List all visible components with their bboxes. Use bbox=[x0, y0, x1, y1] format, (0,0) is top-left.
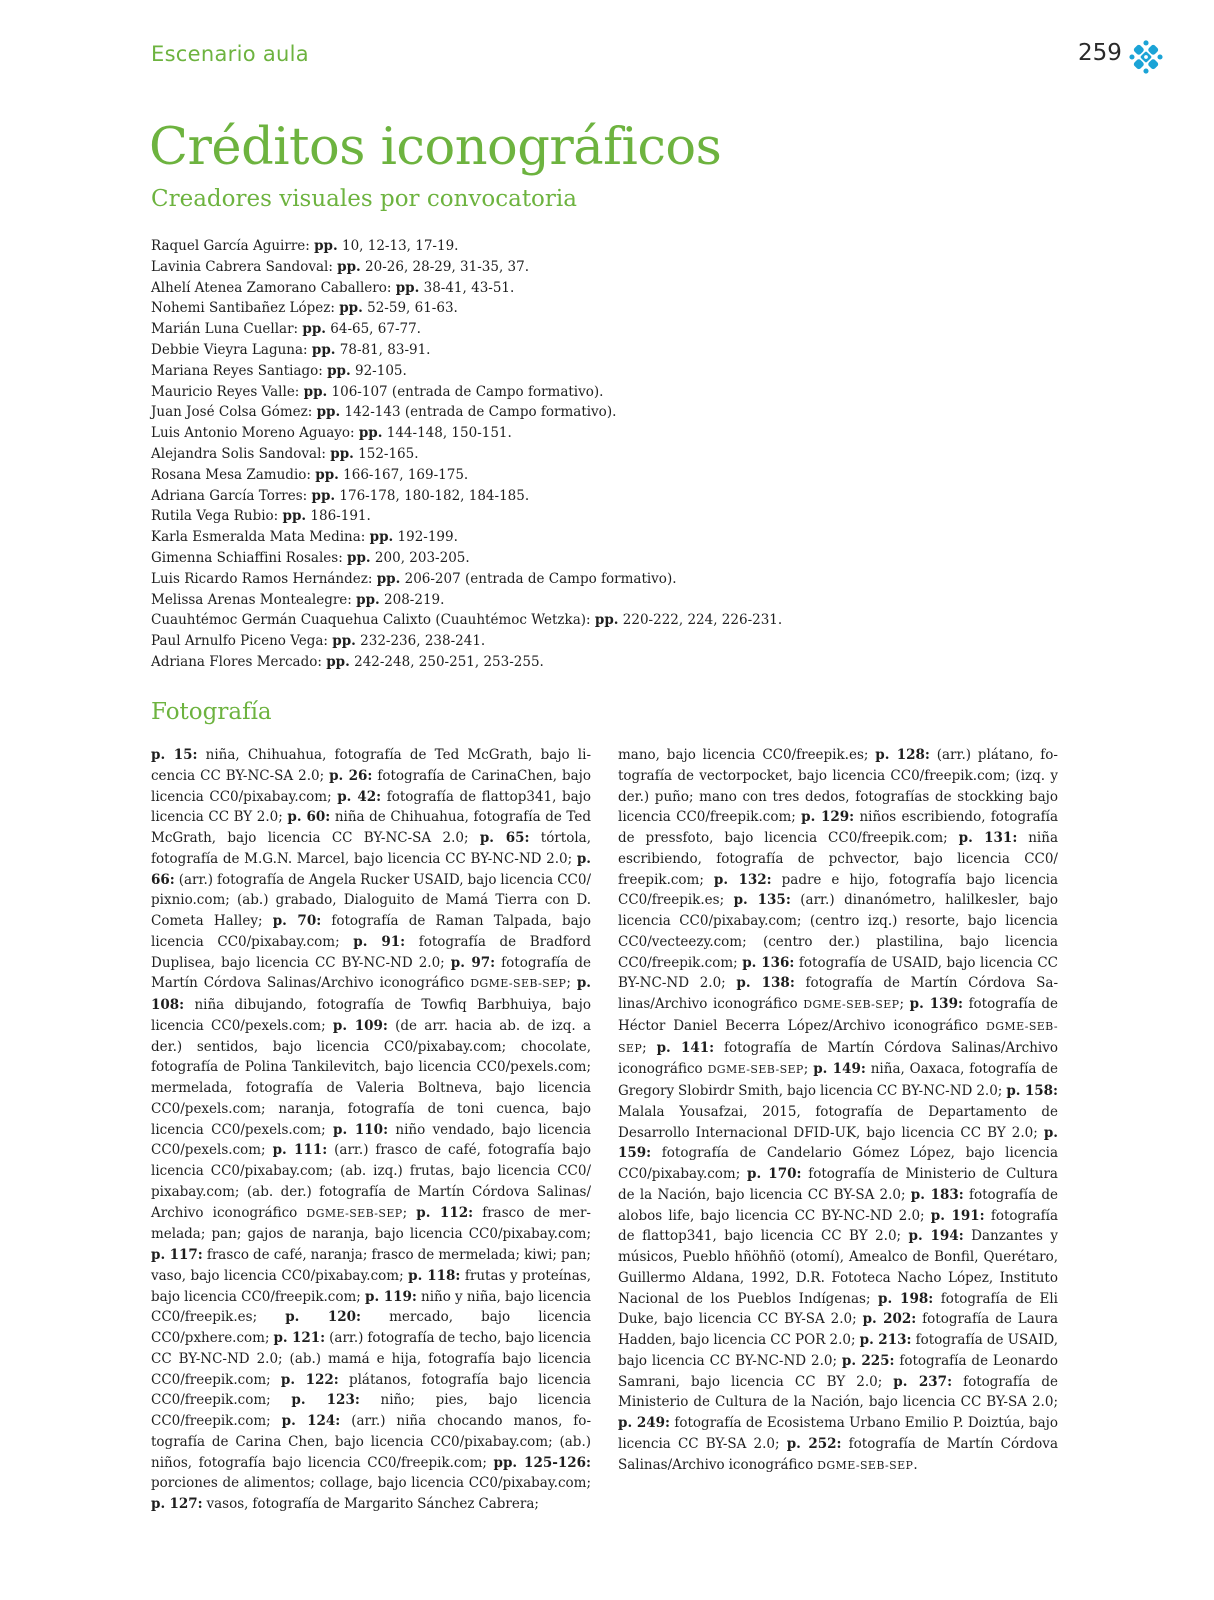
page-reference: p. 128: bbox=[875, 747, 930, 763]
credit-text: mano, bajo licencia CC0/freepik.es; bbox=[618, 747, 876, 763]
creator-pages: 166-167, 169-175. bbox=[338, 466, 469, 483]
creator-item bbox=[151, 278, 782, 299]
page-reference: p. 119: bbox=[365, 1288, 417, 1305]
credit-text: niña, Oaxaca, fotografía de Gregory Slobirdr Smith, bajo licencia CC BY-NC-​ND 2.0; bbox=[618, 1061, 1058, 1099]
creator-pages-label: pp. bbox=[337, 258, 361, 275]
page-reference: p. 117: bbox=[151, 1247, 203, 1263]
creator-pages: 206-207 (entrada de Campo formativo). bbox=[400, 570, 677, 587]
page-reference: p. 97: bbox=[450, 954, 496, 971]
creator-pages-label: pp. bbox=[282, 508, 307, 525]
credit-text: fotografía de Bradford Duplisea, bajo licencia CC BY-NC-ND 2.0; bbox=[151, 933, 591, 971]
page-reference: p. 118: bbox=[408, 1267, 461, 1284]
credit-text: fotografía de Martín Córdova Salinas/​Archivo iconográfico bbox=[618, 1039, 1058, 1078]
credit-text: niño; pies, bajo licencia CC0/freepik.com; bbox=[151, 1392, 591, 1429]
credit-text: plátanos, fotografía bajo licencia CC0/freepik.com; bbox=[151, 1371, 591, 1409]
credit-text: fotografía de alobos life, bajo licencia CC BY-NC-ND 2.0; bbox=[618, 1186, 1058, 1224]
page-number: 259 bbox=[1078, 40, 1122, 66]
page-reference: p. 252: bbox=[786, 1435, 842, 1452]
running-header: Escenario aula bbox=[151, 42, 309, 66]
page-reference: p. 60: bbox=[287, 809, 331, 826]
page-reference: p. 225: bbox=[841, 1352, 895, 1369]
page-reference: p. 111: bbox=[272, 1142, 328, 1159]
creator-item bbox=[151, 236, 782, 257]
creator-pages-label: pp. bbox=[332, 633, 356, 650]
page-reference: p. 91: bbox=[353, 933, 406, 950]
credit-text: fotografía de USAID, bajo licencia CC BY-NC-ND 2.0; bbox=[618, 954, 1058, 992]
page-reference: p. 129: bbox=[801, 809, 855, 826]
creator-item bbox=[151, 361, 782, 382]
creator-item bbox=[151, 340, 782, 361]
creators-list bbox=[151, 236, 782, 673]
page-reference: p. 108: bbox=[151, 975, 591, 1013]
creator-pages-label: pp. bbox=[376, 570, 401, 587]
creator-name: Adriana García Torres: bbox=[151, 487, 312, 504]
creator-pages: 78-81, 83-91. bbox=[335, 341, 431, 358]
credit-text: fotografía de Ecosistema Urbano Emilio P. Doiztúa, bajo licencia CC BY-SA 2.0; bbox=[618, 1415, 1058, 1452]
page-reference: p. 135: bbox=[733, 892, 791, 909]
page-reference: pp. 125-126: bbox=[493, 1454, 592, 1471]
creator-name: Mauricio Reyes Valle: bbox=[151, 383, 304, 400]
credit-text: fotografía de Ministerio de Cultura de la Nación, bajo licencia CC BY-SA 2.0; bbox=[618, 1166, 1058, 1203]
archive-acronym: DGME-SEB-SEP bbox=[470, 977, 567, 991]
creator-pages-label: pp. bbox=[356, 591, 380, 608]
credit-text: mercado, bajo licencia CC0/pxhere.com; bbox=[151, 1309, 591, 1346]
archive-acronym: DGME-SEB-SEP bbox=[707, 1063, 804, 1077]
creator-pages-label: pp. bbox=[315, 466, 339, 483]
creator-pages-label: pp. bbox=[327, 362, 351, 379]
credit-text: (arr.) fotografía de Angela Rucker USAID, bajo licencia CC0/ pixnio.com; (ab.) grabado, Dialoguito de Mamá Tierra con D. Cometa Halley; bbox=[151, 871, 591, 929]
creator-pages-label: pp. bbox=[302, 321, 326, 338]
credit-text: (arr.) frasco de café, fotografía bajo licencia CC0/pixabay.com; (ab. izq.) frutas, bajo licencia CC0/​pixabay.com; (ab. der.) fotografía de Martín Córdova Salinas/​Archivo iconográfico bbox=[151, 1142, 591, 1221]
creator-item bbox=[151, 402, 782, 423]
creator-item bbox=[151, 652, 782, 673]
photo-credits-right-column bbox=[618, 745, 1058, 1476]
creator-pages-label: pp. bbox=[311, 487, 336, 504]
page-reference: p. 132: bbox=[713, 871, 772, 888]
creator-pages-label: pp. bbox=[369, 529, 394, 546]
creator-pages: 92-105. bbox=[350, 362, 407, 379]
credit-text: fotografía de Martín Córdova Salinas/Archivo iconográfico bbox=[151, 954, 591, 992]
creator-item bbox=[151, 319, 782, 340]
credit-text: (arr.) dinanómetro, halilkesler, bajo licencia CC0/pixabay.com; (centro izq.) resorte, bajo licencia CC0/vecteezy.com; (centro der.) plastilina, bajo licencia CC0/freepik.com; bbox=[618, 892, 1059, 971]
page-reference: p. 149: bbox=[813, 1061, 866, 1078]
page-reference: p. 237: bbox=[893, 1373, 953, 1390]
credit-text: fotografía de Candelario Gómez López, bajo licencia CC0/pixabay.com; bbox=[618, 1145, 1058, 1182]
page-reference: p. 109: bbox=[332, 1017, 388, 1034]
creator-name: Juan José Colsa Gómez: bbox=[151, 404, 317, 421]
page-reference: p. 141: bbox=[656, 1039, 715, 1056]
credit-text: niño vendado, bajo licencia CC0/pexels.com; bbox=[151, 1121, 591, 1159]
credit-text: ; bbox=[566, 975, 577, 992]
page-reference: p. 249: bbox=[618, 1415, 671, 1431]
creator-name: Marián Luna Cuellar: bbox=[151, 321, 303, 338]
credit-text: fotografía de Leonardo Samrani, bajo licencia CC BY 2.0; bbox=[618, 1352, 1058, 1390]
page-title: Créditos iconográficos bbox=[149, 118, 722, 177]
page-reference: p. 183: bbox=[910, 1186, 964, 1203]
credit-text: Malala Yousafzai, 2015, fotografía de Departamento de Desarrollo Internacional DFID-UK, bajo licencia CC BY 2.0; bbox=[618, 1103, 1058, 1141]
credit-text: fotografía de Laura Hadden, bajo licencia CC POR 2.0; bbox=[618, 1311, 1058, 1348]
page-reference: p. 158: bbox=[1006, 1083, 1058, 1099]
credit-text: fotografía de CarinaChen, bajo licencia CC0/pixabay.com; bbox=[151, 767, 591, 805]
creator-pages-label: pp. bbox=[339, 300, 363, 317]
credit-text: ; bbox=[803, 1061, 814, 1078]
creator-item bbox=[151, 548, 782, 569]
creator-item bbox=[151, 423, 782, 444]
credit-text: (arr.) plátano, fotografía de vectorpocket, bajo licencia CC0/freepik.com; (izq. y der.) puño; mano con tres dedos, fotografías de stockking bajo licencia CC0/freepik.com; bbox=[618, 747, 1058, 826]
creator-name: Debbie Vieyra Laguna: bbox=[151, 341, 312, 358]
credit-text: fotografía de flattop341, bajo licencia CC BY 2.0; bbox=[151, 788, 591, 826]
archive-acronym: DGME-SEB-SEP bbox=[306, 1206, 403, 1220]
creator-item bbox=[151, 382, 782, 403]
creator-name: Karla Esmeralda Mata Medina: bbox=[151, 529, 370, 546]
credit-text: frasco de mermelada; pan; gajos de naranja, bajo licencia CC0/pixabay.​com; bbox=[151, 1204, 591, 1243]
page-reference: p. 170: bbox=[747, 1166, 802, 1182]
creator-pages-label: pp. bbox=[358, 425, 383, 442]
creator-item bbox=[151, 631, 782, 652]
page-reference: p. 110: bbox=[333, 1121, 389, 1138]
page-reference: p. 138: bbox=[736, 975, 795, 992]
credit-text: (arr.) niña chocando manos, fotografía de Carina Chen, bajo licencia CC0/pixabay.com; (ab.) niños, fotografía bajo licencia CC0/freepik.com; bbox=[151, 1413, 591, 1471]
section-title-photography: Fotografía bbox=[151, 699, 272, 725]
creator-item bbox=[151, 569, 782, 590]
page-reference: p. 124: bbox=[281, 1413, 341, 1429]
page-reference: p. 70: bbox=[272, 913, 322, 929]
archive-acronym: DGME-SEB-SEP bbox=[817, 1458, 914, 1472]
page-reference: p. 202: bbox=[862, 1311, 917, 1328]
credit-text: frutas y proteínas, bajo licencia CC0/freepik.com; bbox=[151, 1267, 592, 1305]
creator-pages: 220-222, 224, 226-231. bbox=[618, 612, 783, 629]
creator-pages-label: pp. bbox=[326, 653, 350, 670]
credit-text: niña dibujando, fotografía de Towfiq Barbhuiya, bajo licencia CC0/pexels.com; bbox=[151, 997, 591, 1034]
credit-text: niña, Chihuahua, fotografía de Ted McGrath, bajo licencia CC BY-NC-SA 2.0; bbox=[151, 747, 591, 784]
creator-name: Mariana Reyes Santiago: bbox=[151, 362, 328, 379]
creator-name: Lavinia Cabrera Sandoval: bbox=[151, 258, 338, 275]
creator-item bbox=[151, 465, 782, 486]
credit-text: fotografía de Raman Talpada, bajo licencia CC0/pixabay.com; bbox=[151, 913, 591, 950]
creator-item bbox=[151, 590, 782, 611]
creator-pages-label: pp. bbox=[311, 341, 336, 358]
credit-text: ; bbox=[402, 1204, 417, 1221]
creator-pages: 38-41, 43-51. bbox=[419, 279, 515, 296]
credit-text: fotografía de Eli Duke, bajo licencia CC BY-SA 2.0; bbox=[618, 1290, 1058, 1328]
creator-name: Alhelí Atenea Zamorano Caballero: bbox=[151, 279, 396, 296]
creator-name: Raquel García Aguirre: bbox=[151, 238, 315, 254]
credit-text: fotografía de USAID, bajo licencia CC BY-NC-ND 2.0; bbox=[618, 1332, 1058, 1369]
credit-text: fotografía de Martín Córdova Salinas/Archivo iconográfico bbox=[618, 1435, 1058, 1473]
creator-name: Rosana Mesa Zamudio: bbox=[151, 466, 316, 483]
creator-pages-label: pp. bbox=[594, 612, 619, 629]
credit-text: fotografía de Héctor Daniel Becerra López/Archivo iconográfico bbox=[618, 996, 1058, 1034]
creator-pages-label: pp. bbox=[303, 383, 328, 400]
credit-text: fotografía de Martín Córdova Salinas/Archivo iconográfico bbox=[618, 975, 1059, 1012]
archive-acronym: DGME-SEB-SEP bbox=[618, 1019, 1058, 1055]
creator-name: Melissa Arenas Montealegre: bbox=[151, 591, 357, 608]
creator-pages: 52-59, 61-63. bbox=[362, 300, 458, 317]
credit-text: (arr.) fotografía de techo, bajo licencia CC BY-NC-ND 2.0; (ab.) mamá e hija, fotografía bajo licencia CC0/freepik.com; bbox=[151, 1330, 591, 1388]
creator-item bbox=[151, 257, 782, 278]
creator-name: Adriana Flores Mercado: bbox=[151, 653, 327, 670]
creator-name: Alejandra Solis Sandoval: bbox=[151, 445, 331, 462]
page-reference: p. 112: bbox=[416, 1204, 474, 1221]
creator-pages: 208-219. bbox=[379, 591, 445, 608]
page-reference: p. 65: bbox=[479, 830, 530, 846]
credit-text: (de arr. hacia ab. de izq. a der.) sentidos, bajo licencia CC0/pixabay.com; chocolate, fotografía de Polina Tankilevitch, bajo licencia CC0/pexels.​com; mermelada, fotografía de Valeria Boltneva, bajo licencia CC0/pexels.com; naranja, fotografía de toni cuenca, bajo licencia CC0/pexels.com; bbox=[151, 1017, 591, 1138]
credit-text: tórtola, fotografía de M.G.N. Marcel, bajo licencia CC BY-NC-ND 2.0; bbox=[151, 830, 591, 867]
credit-text: . bbox=[913, 1456, 918, 1473]
page-reference: p. 127: bbox=[151, 1496, 203, 1512]
creator-pages: 64-65, 67-77. bbox=[325, 321, 421, 338]
page-reference: p. 15: bbox=[151, 747, 198, 763]
credit-text: Danzantes y músicos, Pueblo hñöhñö (otomí), Amealco de Bonfil, Querétaro, Guillermo Aldana, 1992, D.R. Fototeca Nacho López, Instituto Nacional de los Pueblos Indígenas; bbox=[618, 1228, 1058, 1307]
page-reference: p. 121: bbox=[273, 1330, 326, 1346]
creator-pages-label: pp. bbox=[395, 279, 420, 296]
creator-pages-label: pp. bbox=[314, 238, 338, 254]
creator-pages-label: pp. bbox=[316, 404, 341, 421]
page-reference: p. 191: bbox=[930, 1207, 985, 1224]
credit-text: ; bbox=[642, 1039, 657, 1056]
page-reference: p. 66: bbox=[151, 850, 591, 888]
archive-acronym: DGME-SEB-SEP bbox=[803, 998, 900, 1011]
creator-pages: 176-178, 180-182, 184-185. bbox=[335, 487, 530, 504]
photo-credits-left-column bbox=[151, 745, 591, 1515]
credit-text: fotografía de Ministerio de Cultura de la Nación, bajo licencia CC BY-SA 2.0; bbox=[618, 1373, 1058, 1411]
credit-text: fotografía de flattop341, bajo licencia CC BY 2.0; bbox=[618, 1207, 1059, 1245]
page-reference: p. 123: bbox=[291, 1392, 360, 1409]
creator-name: Luis Ricardo Ramos Hernández: bbox=[151, 570, 377, 587]
page-reference: p. 131: bbox=[958, 830, 1018, 846]
creator-pages-label: pp. bbox=[330, 445, 354, 462]
creator-pages: 200, 203-205. bbox=[370, 549, 470, 566]
creator-pages: 144-148, 150-151. bbox=[382, 425, 512, 442]
creator-item bbox=[151, 527, 782, 548]
creator-pages: 192-199. bbox=[393, 529, 458, 546]
creator-name: Paul Arnulfo Piceno Vega: bbox=[151, 633, 333, 650]
page-reference: p. 136: bbox=[742, 954, 795, 971]
creator-item bbox=[151, 298, 782, 319]
page-reference: p. 42: bbox=[337, 788, 382, 805]
page-subtitle: Creadores visuales por convocatoria bbox=[151, 186, 577, 212]
flower-logo-icon bbox=[1129, 40, 1163, 74]
credit-text: frasco de café, naranja; frasco de mermelada; kiwi; pan; vaso, bajo licencia CC0/pixabay.com; bbox=[151, 1247, 591, 1284]
creator-pages: 106-107 (entrada de Campo formativo). bbox=[327, 383, 604, 400]
page-reference: p. 26: bbox=[329, 767, 373, 784]
creator-name: Nohemi Santibañez López: bbox=[151, 300, 340, 317]
creator-pages: 10, 12-13, 17-19. bbox=[337, 238, 459, 254]
creator-item bbox=[151, 610, 782, 631]
credit-text: niños escribiendo, fotografía de pressfoto, bajo licencia CC0/freepik.com; bbox=[618, 809, 1058, 846]
creator-pages: 142-143 (entrada de Campo formativo). bbox=[340, 404, 617, 421]
credit-text: ; bbox=[899, 996, 910, 1012]
page-reference: p. 120: bbox=[285, 1309, 362, 1326]
page-reference: p. 122: bbox=[280, 1371, 339, 1388]
creator-pages: 242-248, 250-251, 253-255. bbox=[349, 653, 544, 670]
page-reference: p. 159: bbox=[618, 1124, 1058, 1162]
creator-item bbox=[151, 444, 782, 465]
creator-item bbox=[151, 506, 782, 527]
creator-pages: 232-236, 238-241. bbox=[355, 633, 486, 650]
creator-pages: 152-165. bbox=[353, 445, 419, 462]
credit-text: padre e hijo, fotografía bajo licencia CC0/freepik.es; bbox=[618, 871, 1058, 909]
credit-text: niña de Chihuahua, fotografía de Ted McGrath, bajo licencia CC BY-NC-SA 2.0; bbox=[151, 809, 591, 846]
page-reference: p. 198: bbox=[878, 1290, 934, 1307]
credit-text: vasos, fotografía de Margarito Sánchez Cabrera; bbox=[202, 1496, 539, 1512]
page-reference: p. 213: bbox=[859, 1332, 912, 1348]
creator-pages: 186-191. bbox=[306, 508, 371, 525]
creator-item bbox=[151, 486, 782, 507]
creator-pages: 20-26, 28-29, 31-35, 37. bbox=[360, 258, 530, 275]
creator-name: Rutila Vega Rubio: bbox=[151, 508, 283, 525]
credit-text: niño y niña, bajo licencia CC0/freepik.es; bbox=[151, 1288, 591, 1326]
creator-name: Cuauhtémoc Germán Cuaquehua Calixto (Cuauhtémoc Wetzka): bbox=[151, 612, 595, 629]
creator-name: Luis Antonio Moreno Aguayo: bbox=[151, 425, 359, 442]
creator-name: Gimenna Schiaffini Rosales: bbox=[151, 549, 348, 566]
page-reference: p. 194: bbox=[908, 1228, 964, 1245]
credit-text: porciones de alimentos; collage, bajo licencia CC0/pixabay.​com; bbox=[151, 1475, 591, 1492]
page-reference: p. 139: bbox=[909, 996, 963, 1012]
credit-text: niña escribiendo, fotografía de pchvector, bajo licencia CC0/​freepik.com; bbox=[618, 830, 1058, 888]
creator-pages-label: pp. bbox=[347, 549, 371, 566]
